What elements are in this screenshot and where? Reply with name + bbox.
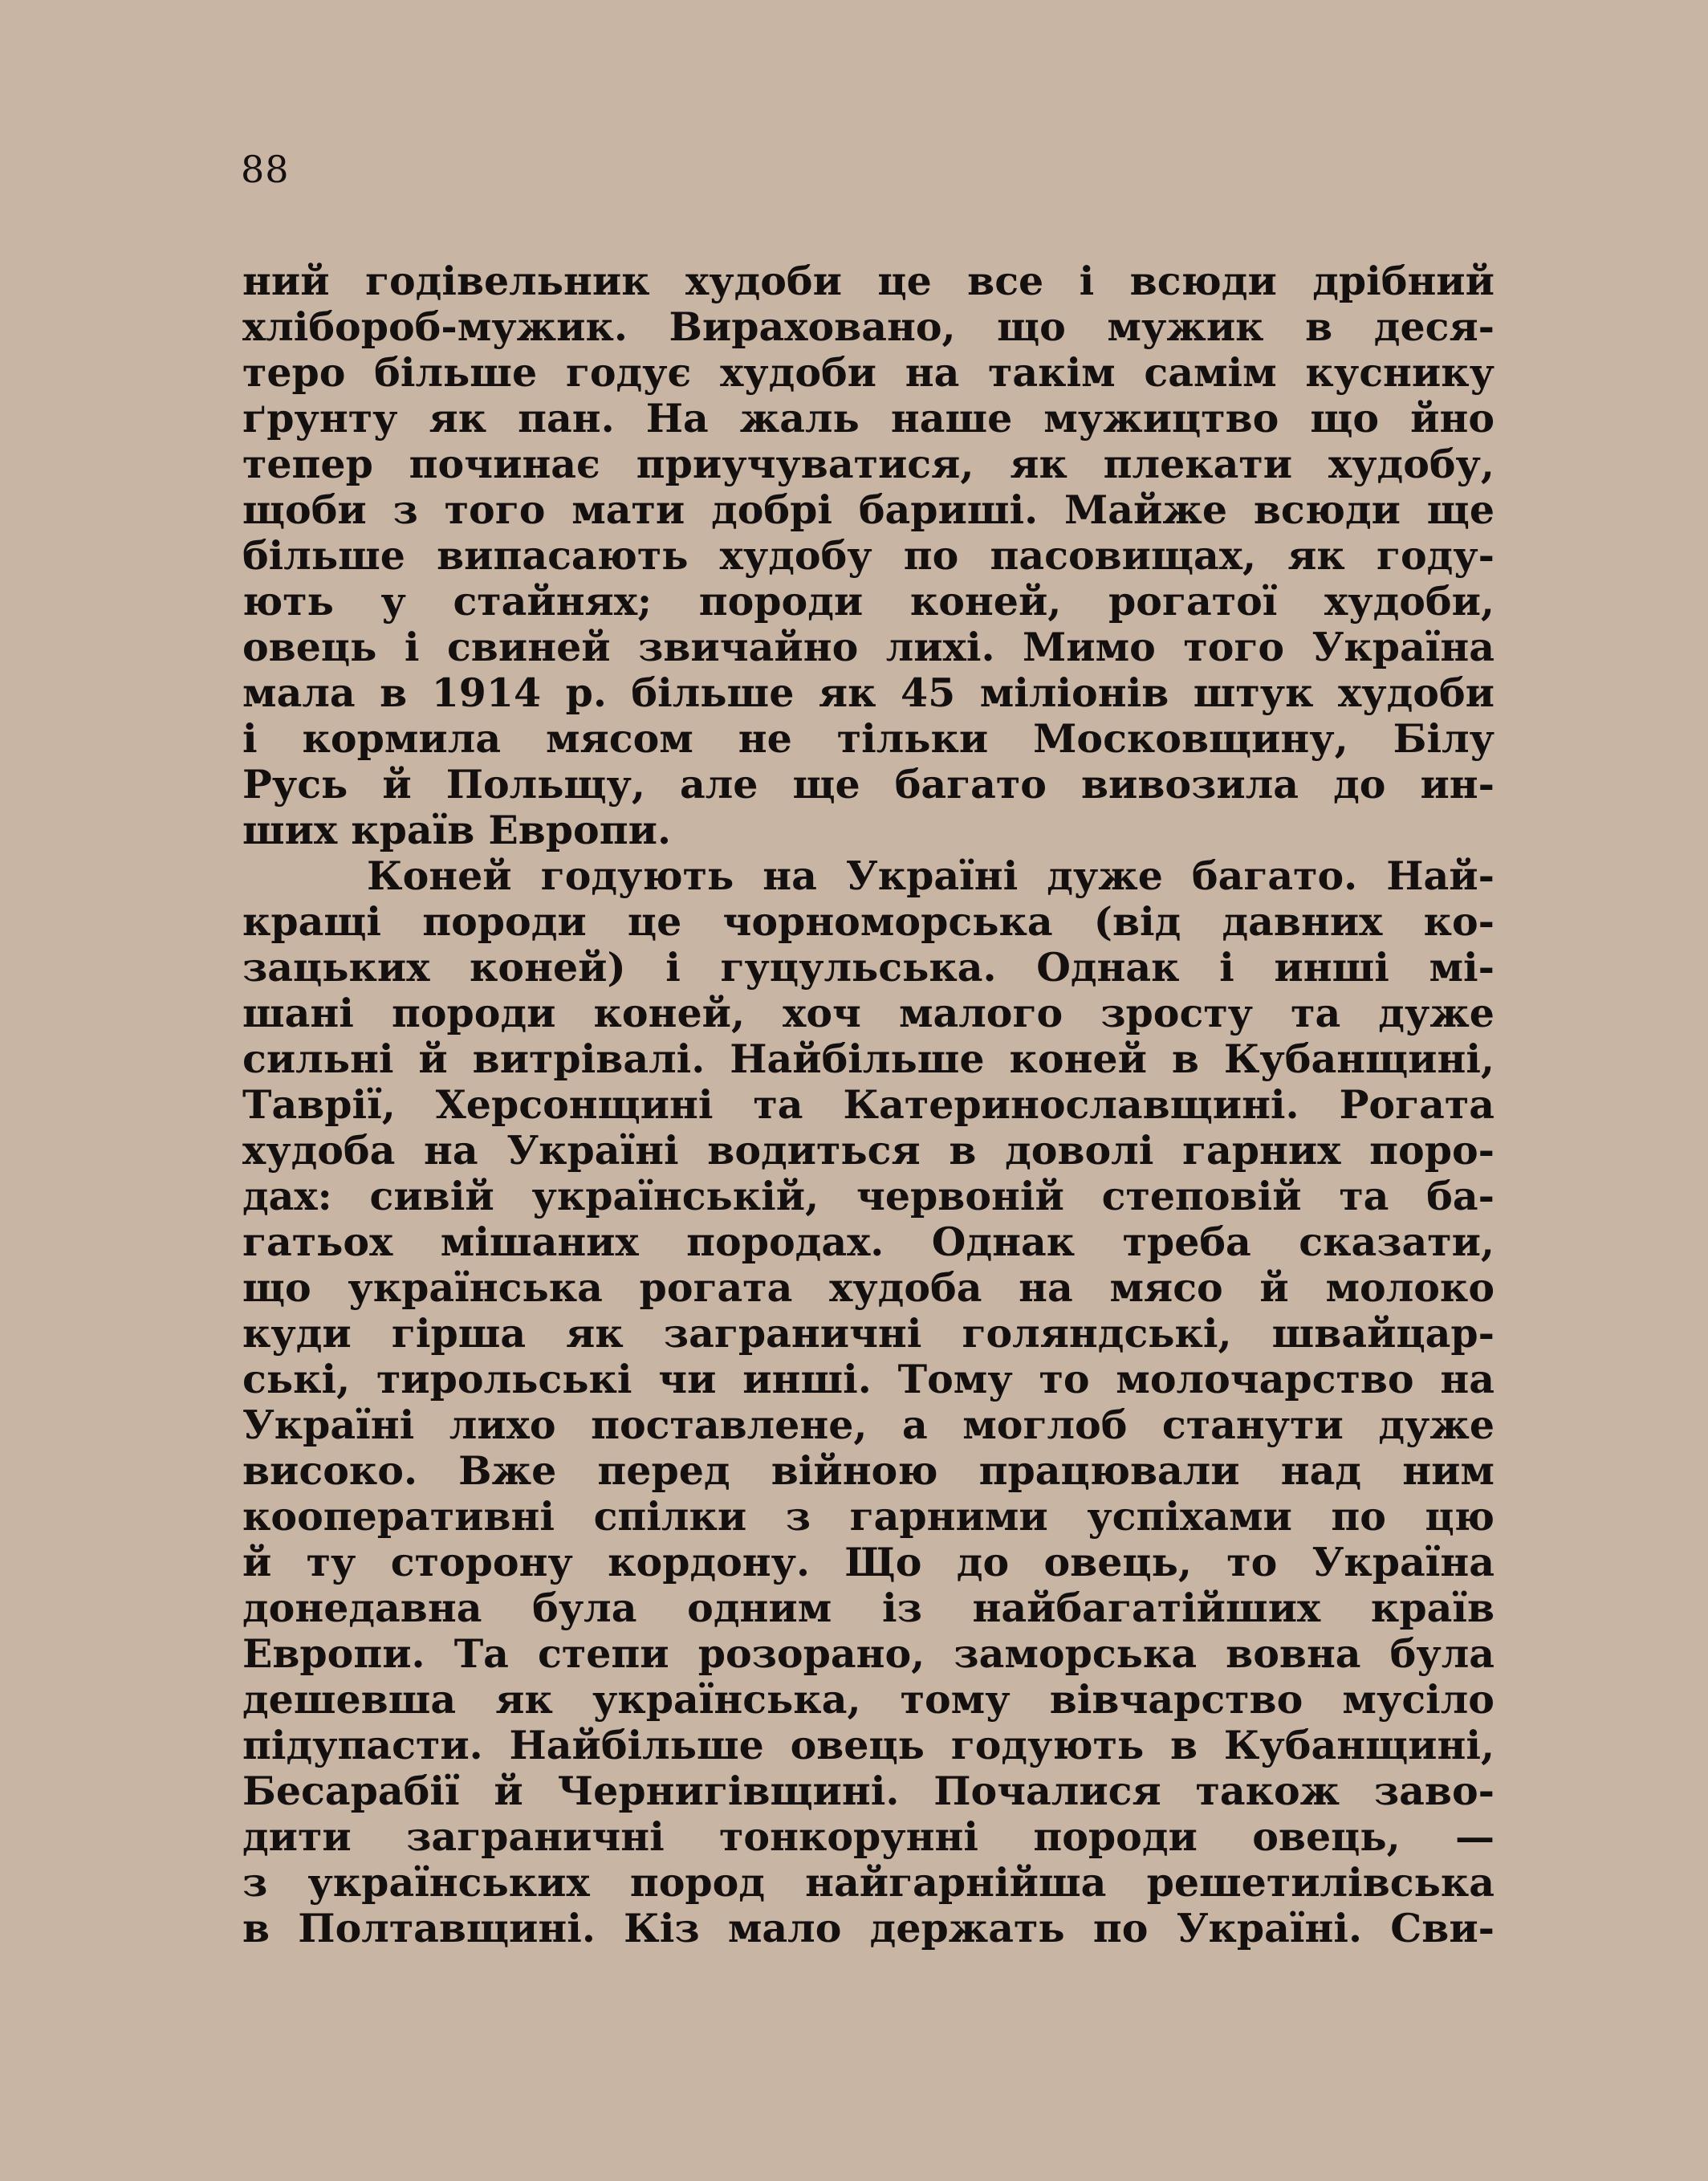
text-line: куди гірша як заграничні голяндські, швайцар- <box>242 1311 1494 1357</box>
text-line: дешевша як українська, тому вівчарство мусіло <box>242 1677 1494 1723</box>
text-line: й ту сторону кордону. Що до овець, то Україна <box>242 1540 1494 1585</box>
text-line: більше випасають худобу по пасовищах, як году- <box>242 533 1494 579</box>
text-line: кращі породи це чорноморська (від давних ко- <box>242 899 1494 945</box>
text-line: Таврії, Херсонщині та Катеринославщині. Рогата <box>242 1082 1494 1128</box>
text-line: що українська рогата худоба на мясо й молоко <box>242 1265 1494 1311</box>
page-number: 88 <box>241 148 290 191</box>
text-line: щоби з того мати добрі бариші. Майже всюди ще <box>242 487 1494 533</box>
text-line: підупасти. Найбільше овець годують в Кубанщині, <box>242 1723 1494 1768</box>
text-line: овець і свиней звичайно лихі. Мимо того Україна <box>242 625 1494 670</box>
text-line: ний годівельник худоби це все і всюди дрібний <box>242 258 1494 304</box>
text-line: мала в 1914 р. більше як 45 міліонів штук худоби <box>242 670 1494 716</box>
text-line: Україні лихо поставлене, а моглоб станути дуже <box>242 1402 1494 1448</box>
text-line: ють у стайнях; породи коней, рогатої худоби, <box>242 579 1494 625</box>
text-line: гатьох мішаних породах. Однак треба сказати, <box>242 1219 1494 1265</box>
text-line: сильні й витрівалі. Найбільше коней в Кубанщині, <box>242 1036 1494 1082</box>
text-line: донедавна була одним із найбагатійших країв <box>242 1585 1494 1631</box>
text-line: Европи. Та степи розорано, заморська вовна була <box>242 1631 1494 1677</box>
text-line: дах: сивій українській, червоній степовій та ба- <box>242 1174 1494 1219</box>
text-line: дити заграничні тонкорунні породи овець, — <box>242 1814 1494 1860</box>
text-line: високо. Вже перед війною працювали над ним <box>242 1448 1494 1494</box>
text-line: Русь й Польщу, але ще багато вивозила до ин- <box>242 762 1494 808</box>
text-line: хлібороб-мужик. Вираховано, що мужик в деся- <box>242 304 1494 350</box>
text-line: і кормила мясом не тільки Московщину, Білу <box>242 716 1494 762</box>
text-line: ґрунту як пан. На жаль наше мужицтво що йно <box>242 396 1494 441</box>
text-line: з українських пород найгарнійша решетилівська <box>242 1860 1494 1906</box>
text-line: шані породи коней, хоч малого зросту та дуже <box>242 991 1494 1036</box>
text-line: ські, тирольські чи инші. Тому то молочарство на <box>242 1357 1494 1402</box>
text-line: в Полтавщині. Кіз мало держать по Україні. Сви- <box>242 1906 1494 1951</box>
text-line: тепер починає приучуватися, як плекати худобу, <box>242 441 1494 487</box>
text-line: зацьких коней) і гуцульська. Однак і инші мі- <box>242 945 1494 991</box>
text-line: кооперативні спілки з гарними успіхами по цю <box>242 1494 1494 1540</box>
text-line: Коней годують на Україні дуже багато. Най- <box>367 853 1494 899</box>
text-line: худоба на Україні водиться в доволі гарних поро- <box>242 1128 1494 1174</box>
body-text <box>242 258 1494 1951</box>
text-line: Бесарабії й Чернигівщині. Почалися також заво- <box>242 1768 1494 1814</box>
text-line: ших країв Европи. <box>242 808 671 853</box>
text-line: теро більше годує худоби на такім самім куснику <box>242 350 1494 396</box>
